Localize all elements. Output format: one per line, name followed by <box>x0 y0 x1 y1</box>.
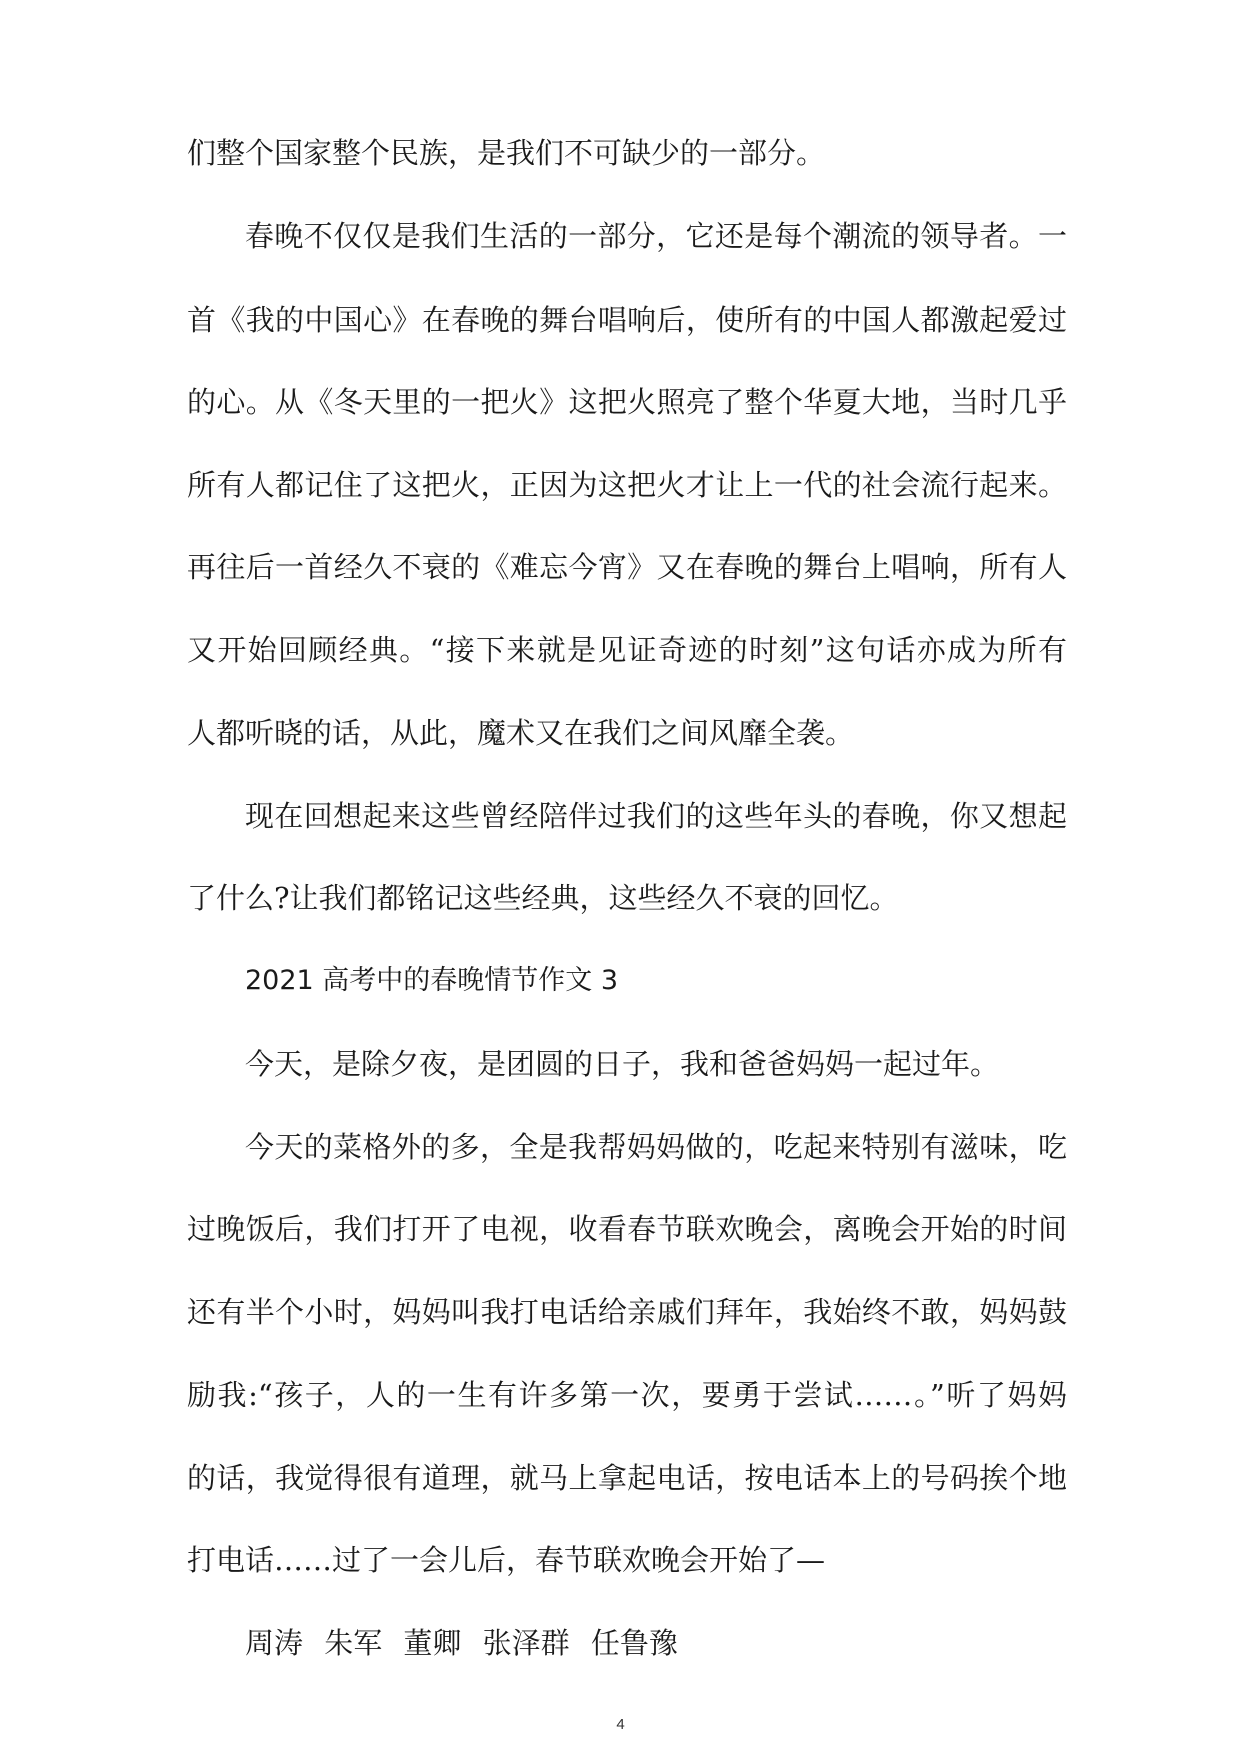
text-line: 春晚不仅仅是我们生活的一部分，它还是每个潮流的领导者。一 <box>245 219 1067 253</box>
text-line: 所有人都记住了这把火，正因为这把火才让上一代的社会流行起来。 <box>187 468 1067 502</box>
text-line: 励我:“孩子，人的一生有许多第一次，要勇于尝试……。”听了妈妈 <box>187 1378 1067 1412</box>
text-line: 今天，是除夕夜，是团圆的日子，我和爸爸妈妈一起过年。 <box>245 1047 1000 1081</box>
text-line: 打电话……过了一会儿后，春节联欢晚会开始了— <box>187 1543 826 1577</box>
text-line: 再往后一首经久不衰的《难忘今宵》又在春晚的舞台上唱响，所有人 <box>187 550 1067 584</box>
section-heading: 2021 高考中的春晚情节作文 3 <box>245 965 619 996</box>
text-line: 又开始回顾经典。“接下来就是见证奇迹的时刻”这句话亦成为所有 <box>187 633 1067 667</box>
names-line: 周涛 朱军 董卿 张泽群 任鲁豫 <box>245 1626 678 1660</box>
text-line: 首《我的中国心》在春晚的舞台唱响后，使所有的中国人都激起爱过 <box>187 303 1067 337</box>
text-line: 的话，我觉得很有道理，就马上拿起电话，按电话本上的号码挨个地 <box>187 1461 1067 1495</box>
text-line: 人都听晓的话，从此，魔术又在我们之间风靡全袭。 <box>187 716 855 750</box>
text-line: 还有半个小时，妈妈叫我打电话给亲戚们拜年，我始终不敢，妈妈鼓 <box>187 1295 1067 1329</box>
page-number: 4 <box>616 1716 625 1733</box>
text-line: 们整个国家整个民族，是我们不可缺少的一部分。 <box>187 136 826 170</box>
text-line: 现在回想起来这些曾经陪伴过我们的这些年头的春晚，你又想起 <box>245 799 1067 833</box>
text-line: 了什么?让我们都铭记这些经典，这些经久不衰的回忆。 <box>187 881 899 915</box>
text-line: 过晚饭后，我们打开了电视，收看春节联欢晚会，离晚会开始的时间 <box>187 1212 1067 1246</box>
text-line: 的心。从《冬天里的一把火》这把火照亮了整个华夏大地，当时几乎 <box>187 385 1067 419</box>
text-line: 今天的菜格外的多，全是我帮妈妈做的，吃起来特别有滋味，吃 <box>245 1130 1067 1164</box>
